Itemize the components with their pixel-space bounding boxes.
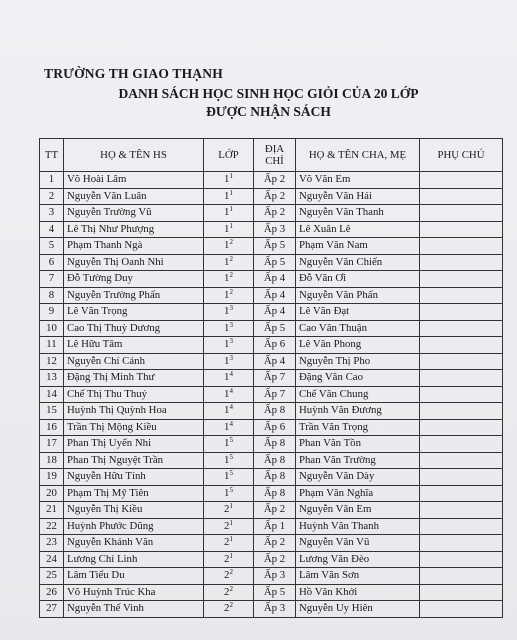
- cell-class: [204, 337, 254, 354]
- cell-class: [204, 469, 254, 486]
- cell-note: [420, 452, 503, 469]
- cell-tt: 6: [40, 254, 64, 271]
- class-grade: 2: [224, 569, 230, 582]
- cell-address: Ấp 4: [254, 287, 296, 304]
- cell-note: [420, 436, 503, 453]
- cell-tt: 5: [40, 238, 64, 255]
- cell-parent-name: Nguyễn Văn Vũ: [296, 535, 420, 552]
- cell-parent-name: Nguyễn Văn Hải: [296, 188, 420, 205]
- cell-address: Ấp 5: [254, 320, 296, 337]
- cell-address: Ấp 4: [254, 353, 296, 370]
- class-grade: 1: [224, 387, 230, 400]
- table-row: [40, 502, 503, 519]
- cell-address: Ấp 2: [254, 172, 296, 189]
- cell-class: [204, 287, 254, 304]
- cell-student-name: Trần Thị Mộng Kiều: [64, 419, 204, 436]
- cell-address: Ấp 2: [254, 535, 296, 552]
- cell-tt: 13: [40, 370, 64, 387]
- cell-student-name: Huỳnh Thị Quỳnh Hoa: [64, 403, 204, 420]
- cell-class: [204, 601, 254, 618]
- cell-tt: 26: [40, 584, 64, 601]
- cell-class: [204, 551, 254, 568]
- table-row: [40, 254, 503, 271]
- class-section: 1: [229, 205, 233, 214]
- cell-student-name: Phan Thị Uyển Nhi: [64, 436, 204, 453]
- school-name: TRƯỜNG TH GIAO THẠNH: [44, 66, 223, 81]
- class-section: 2: [229, 238, 233, 247]
- class-grade: 1: [224, 354, 230, 367]
- cell-address: Ấp 2: [254, 502, 296, 519]
- cell-class: [204, 221, 254, 238]
- cell-tt: 3: [40, 205, 64, 222]
- cell-class: [204, 254, 254, 271]
- class-grade: 1: [224, 437, 230, 450]
- class-grade: 2: [224, 552, 230, 565]
- cell-note: [420, 518, 503, 535]
- cell-address: Ấp 7: [254, 370, 296, 387]
- cell-note: [420, 469, 503, 486]
- cell-parent-name: Nguyễn Thị Pho: [296, 353, 420, 370]
- cell-tt: 10: [40, 320, 64, 337]
- cell-note: [420, 502, 503, 519]
- cell-note: [420, 370, 503, 387]
- class-grade: 1: [224, 305, 230, 318]
- cell-class: [204, 419, 254, 436]
- cell-note: [420, 386, 503, 403]
- table-row: [40, 403, 503, 420]
- cell-parent-name: Nguyễn Văn Dày: [296, 469, 420, 486]
- cell-parent-name: Lê Xuân Lê: [296, 221, 420, 238]
- cell-student-name: Đặng Thị Minh Thư: [64, 370, 204, 387]
- cell-tt: 7: [40, 271, 64, 288]
- document-title-line1: DANH SÁCH HỌC SINH HỌC GIỎI CỦA 20 LỚP: [118, 86, 419, 101]
- cell-parent-name: Lương Văn Đèo: [296, 551, 420, 568]
- cell-note: [420, 535, 503, 552]
- class-section: 3: [229, 337, 233, 346]
- cell-class: [204, 205, 254, 222]
- cell-note: [420, 221, 503, 238]
- cell-class: [204, 370, 254, 387]
- cell-tt: 1: [40, 172, 64, 189]
- cell-tt: 9: [40, 304, 64, 321]
- cell-parent-name: Hồ Văn Khởi: [296, 584, 420, 601]
- cell-note: [420, 205, 503, 222]
- cell-tt: 11: [40, 337, 64, 354]
- table-row: [40, 287, 503, 304]
- cell-class: [204, 353, 254, 370]
- cell-address: Ấp 6: [254, 419, 296, 436]
- cell-class: [204, 452, 254, 469]
- cell-note: [420, 271, 503, 288]
- table-row: [40, 320, 503, 337]
- cell-parent-name: Lê Văn Phong: [296, 337, 420, 354]
- class-section: 4: [229, 419, 233, 428]
- table-row: [40, 188, 503, 205]
- class-grade: 1: [224, 239, 230, 252]
- table-row: [40, 419, 503, 436]
- cell-student-name: Võ Huỳnh Trúc Kha: [64, 584, 204, 601]
- cell-parent-name: Cao Văn Thuận: [296, 320, 420, 337]
- cell-tt: 12: [40, 353, 64, 370]
- cell-note: [420, 188, 503, 205]
- cell-student-name: Chế Thị Thu Thuỷ: [64, 386, 204, 403]
- class-grade: 1: [224, 321, 230, 334]
- cell-student-name: Đỗ Tường Duy: [64, 271, 204, 288]
- table-header-row: [40, 139, 503, 172]
- cell-note: [420, 485, 503, 502]
- cell-parent-name: Huỳnh Văn Thanh: [296, 518, 420, 535]
- cell-note: [420, 238, 503, 255]
- cell-address: Ấp 7: [254, 386, 296, 403]
- cell-address: Ấp 4: [254, 304, 296, 321]
- class-section: 1: [229, 502, 233, 511]
- cell-address: Ấp 8: [254, 485, 296, 502]
- cell-note: [420, 568, 503, 585]
- cell-parent-name: Nguyễn Uy Hiên: [296, 601, 420, 618]
- cell-note: [420, 320, 503, 337]
- cell-address: Ấp 2: [254, 188, 296, 205]
- table-row: [40, 485, 503, 502]
- cell-student-name: Lê Văn Trọng: [64, 304, 204, 321]
- cell-tt: 25: [40, 568, 64, 585]
- cell-address: Ấp 3: [254, 221, 296, 238]
- cell-address: Ấp 8: [254, 436, 296, 453]
- class-section: 1: [229, 172, 233, 181]
- cell-address: Ấp 5: [254, 584, 296, 601]
- cell-class: [204, 535, 254, 552]
- class-grade: 2: [224, 536, 230, 549]
- cell-class: [204, 188, 254, 205]
- cell-address: Ấp 1: [254, 518, 296, 535]
- table-row: [40, 469, 503, 486]
- cell-tt: 2: [40, 188, 64, 205]
- cell-parent-name: Phan Văn Tồn: [296, 436, 420, 453]
- cell-student-name: Nguyễn Thị Oanh Nhi: [64, 254, 204, 271]
- table-row: [40, 584, 503, 601]
- table-row: [40, 304, 503, 321]
- cell-tt: 16: [40, 419, 64, 436]
- cell-address: Ấp 3: [254, 601, 296, 618]
- cell-student-name: Lê Thị Như Phượng: [64, 221, 204, 238]
- class-grade: 2: [224, 602, 230, 615]
- table-row: [40, 172, 503, 189]
- class-section: 3: [229, 353, 233, 362]
- cell-student-name: Phạm Thanh Ngà: [64, 238, 204, 255]
- table-body: [40, 172, 503, 618]
- header-address: [254, 139, 296, 172]
- cell-note: [420, 304, 503, 321]
- cell-student-name: Nguyễn Chí Cảnh: [64, 353, 204, 370]
- class-section: 3: [229, 304, 233, 313]
- cell-tt: 21: [40, 502, 64, 519]
- cell-class: [204, 320, 254, 337]
- class-section: 1: [229, 221, 233, 230]
- table-row: [40, 353, 503, 370]
- cell-tt: 17: [40, 436, 64, 453]
- cell-address: Ấp 2: [254, 205, 296, 222]
- header-address-line2: CHỈ: [265, 155, 284, 167]
- class-grade: 2: [224, 585, 230, 598]
- cell-student-name: Nguyễn Thị Kiều: [64, 502, 204, 519]
- cell-student-name: Nguyễn Khánh Văn: [64, 535, 204, 552]
- class-grade: 1: [224, 338, 230, 351]
- cell-tt: 22: [40, 518, 64, 535]
- cell-address: Ấp 5: [254, 254, 296, 271]
- cell-student-name: Nguyễn Văn Luân: [64, 188, 204, 205]
- class-grade: 1: [224, 420, 230, 433]
- cell-parent-name: Lê Văn Đạt: [296, 304, 420, 321]
- cell-student-name: Lương Chí Linh: [64, 551, 204, 568]
- cell-class: [204, 502, 254, 519]
- cell-student-name: Nguyễn Trường Vũ: [64, 205, 204, 222]
- cell-address: Ấp 8: [254, 469, 296, 486]
- table-row: [40, 601, 503, 618]
- cell-tt: 24: [40, 551, 64, 568]
- document-title-line2: ĐƯỢC NHẬN SÁCH: [206, 104, 331, 119]
- header-parent-name: HỌ & TÊN CHA, MẸ: [296, 139, 420, 172]
- class-section: 4: [229, 386, 233, 395]
- cell-note: [420, 601, 503, 618]
- cell-student-name: Huỳnh Phước Dũng: [64, 518, 204, 535]
- cell-student-name: Nguyễn Hữu Tính: [64, 469, 204, 486]
- class-grade: 2: [224, 519, 230, 532]
- cell-parent-name: Chế Văn Chung: [296, 386, 420, 403]
- cell-student-name: Cao Thị Thuỳ Dương: [64, 320, 204, 337]
- cell-student-name: Lâm Tiểu Du: [64, 568, 204, 585]
- cell-parent-name: Phan Văn Trường: [296, 452, 420, 469]
- class-section: 2: [229, 584, 233, 593]
- cell-student-name: Phạm Thị Mỹ Tiên: [64, 485, 204, 502]
- cell-parent-name: Huỳnh Văn Đương: [296, 403, 420, 420]
- class-section: 5: [229, 485, 233, 494]
- cell-student-name: Võ Hoài Lâm: [64, 172, 204, 189]
- cell-class: [204, 436, 254, 453]
- cell-parent-name: Nguyễn Văn Phấn: [296, 287, 420, 304]
- class-section: 1: [229, 551, 233, 560]
- cell-note: [420, 419, 503, 436]
- table-row: [40, 436, 503, 453]
- class-section: 1: [229, 518, 233, 527]
- header-note: PHỤ CHÚ: [420, 139, 503, 172]
- cell-tt: 18: [40, 452, 64, 469]
- cell-parent-name: Nguyễn Văn Thanh: [296, 205, 420, 222]
- class-grade: 2: [224, 503, 230, 516]
- cell-class: [204, 403, 254, 420]
- class-section: 5: [229, 452, 233, 461]
- cell-class: [204, 386, 254, 403]
- header-tt: TT: [40, 139, 64, 172]
- cell-class: [204, 271, 254, 288]
- header-address-line1: ĐỊA: [264, 143, 285, 155]
- class-grade: 1: [224, 453, 230, 466]
- cell-class: [204, 485, 254, 502]
- table-row: [40, 551, 503, 568]
- cell-address: Ấp 3: [254, 568, 296, 585]
- cell-class: [204, 568, 254, 585]
- cell-note: [420, 584, 503, 601]
- table-row: [40, 518, 503, 535]
- cell-address: Ấp 8: [254, 403, 296, 420]
- cell-tt: 14: [40, 386, 64, 403]
- cell-parent-name: Phạm Văn Nam: [296, 238, 420, 255]
- cell-tt: 19: [40, 469, 64, 486]
- table-row: [40, 535, 503, 552]
- cell-parent-name: Đặng Văn Cao: [296, 370, 420, 387]
- class-section: 4: [229, 370, 233, 379]
- class-section: 1: [229, 188, 233, 197]
- cell-parent-name: Nguyễn Văn Chiến: [296, 254, 420, 271]
- table-row: [40, 370, 503, 387]
- cell-class: [204, 304, 254, 321]
- cell-student-name: Nguyễn Trường Phấn: [64, 287, 204, 304]
- class-section: 5: [229, 469, 233, 478]
- class-grade: 1: [224, 371, 230, 384]
- table-row: [40, 337, 503, 354]
- cell-address: Ấp 4: [254, 271, 296, 288]
- cell-tt: 20: [40, 485, 64, 502]
- cell-note: [420, 403, 503, 420]
- cell-note: [420, 353, 503, 370]
- class-section: 2: [229, 568, 233, 577]
- cell-student-name: Nguyễn Thế Vinh: [64, 601, 204, 618]
- cell-note: [420, 254, 503, 271]
- class-grade: 1: [224, 272, 230, 285]
- cell-tt: 4: [40, 221, 64, 238]
- cell-tt: 8: [40, 287, 64, 304]
- student-table: [39, 138, 503, 618]
- class-section: 2: [229, 254, 233, 263]
- cell-parent-name: Đỗ Văn Ơi: [296, 271, 420, 288]
- class-section: 4: [229, 403, 233, 412]
- cell-tt: 27: [40, 601, 64, 618]
- class-grade: 1: [224, 486, 230, 499]
- cell-tt: 23: [40, 535, 64, 552]
- class-grade: 1: [224, 206, 230, 219]
- table-row: [40, 386, 503, 403]
- class-section: 3: [229, 320, 233, 329]
- cell-class: [204, 172, 254, 189]
- cell-class: [204, 518, 254, 535]
- class-grade: 1: [224, 470, 230, 483]
- cell-address: Ấp 6: [254, 337, 296, 354]
- cell-parent-name: Lâm Văn Sơn: [296, 568, 420, 585]
- table-row: [40, 221, 503, 238]
- cell-class: [204, 238, 254, 255]
- class-section: 2: [229, 601, 233, 610]
- cell-note: [420, 337, 503, 354]
- cell-note: [420, 287, 503, 304]
- cell-student-name: Lê Hữu Tâm: [64, 337, 204, 354]
- class-grade: 1: [224, 173, 230, 186]
- cell-address: Ấp 2: [254, 551, 296, 568]
- class-section: 2: [229, 271, 233, 280]
- class-grade: 1: [224, 288, 230, 301]
- table-row: [40, 205, 503, 222]
- cell-student-name: Phan Thị Nguyệt Trần: [64, 452, 204, 469]
- cell-parent-name: Phạm Văn Nghĩa: [296, 485, 420, 502]
- class-section: 5: [229, 436, 233, 445]
- cell-parent-name: Nguyễn Văn Em: [296, 502, 420, 519]
- class-section: 1: [229, 535, 233, 544]
- class-grade: 1: [224, 404, 230, 417]
- table-row: [40, 271, 503, 288]
- class-grade: 1: [224, 255, 230, 268]
- table-row: [40, 568, 503, 585]
- class-grade: 1: [224, 222, 230, 235]
- cell-tt: 15: [40, 403, 64, 420]
- cell-note: [420, 551, 503, 568]
- cell-address: Ấp 5: [254, 238, 296, 255]
- cell-class: [204, 584, 254, 601]
- cell-address: Ấp 8: [254, 452, 296, 469]
- table-row: [40, 238, 503, 255]
- header-student-name: HỌ & TÊN HS: [64, 139, 204, 172]
- class-grade: 1: [224, 189, 230, 202]
- cell-parent-name: Võ Văn Em: [296, 172, 420, 189]
- class-section: 2: [229, 287, 233, 296]
- header-class: LỚP: [204, 139, 254, 172]
- table-row: [40, 452, 503, 469]
- cell-note: [420, 172, 503, 189]
- cell-parent-name: Trần Văn Trọng: [296, 419, 420, 436]
